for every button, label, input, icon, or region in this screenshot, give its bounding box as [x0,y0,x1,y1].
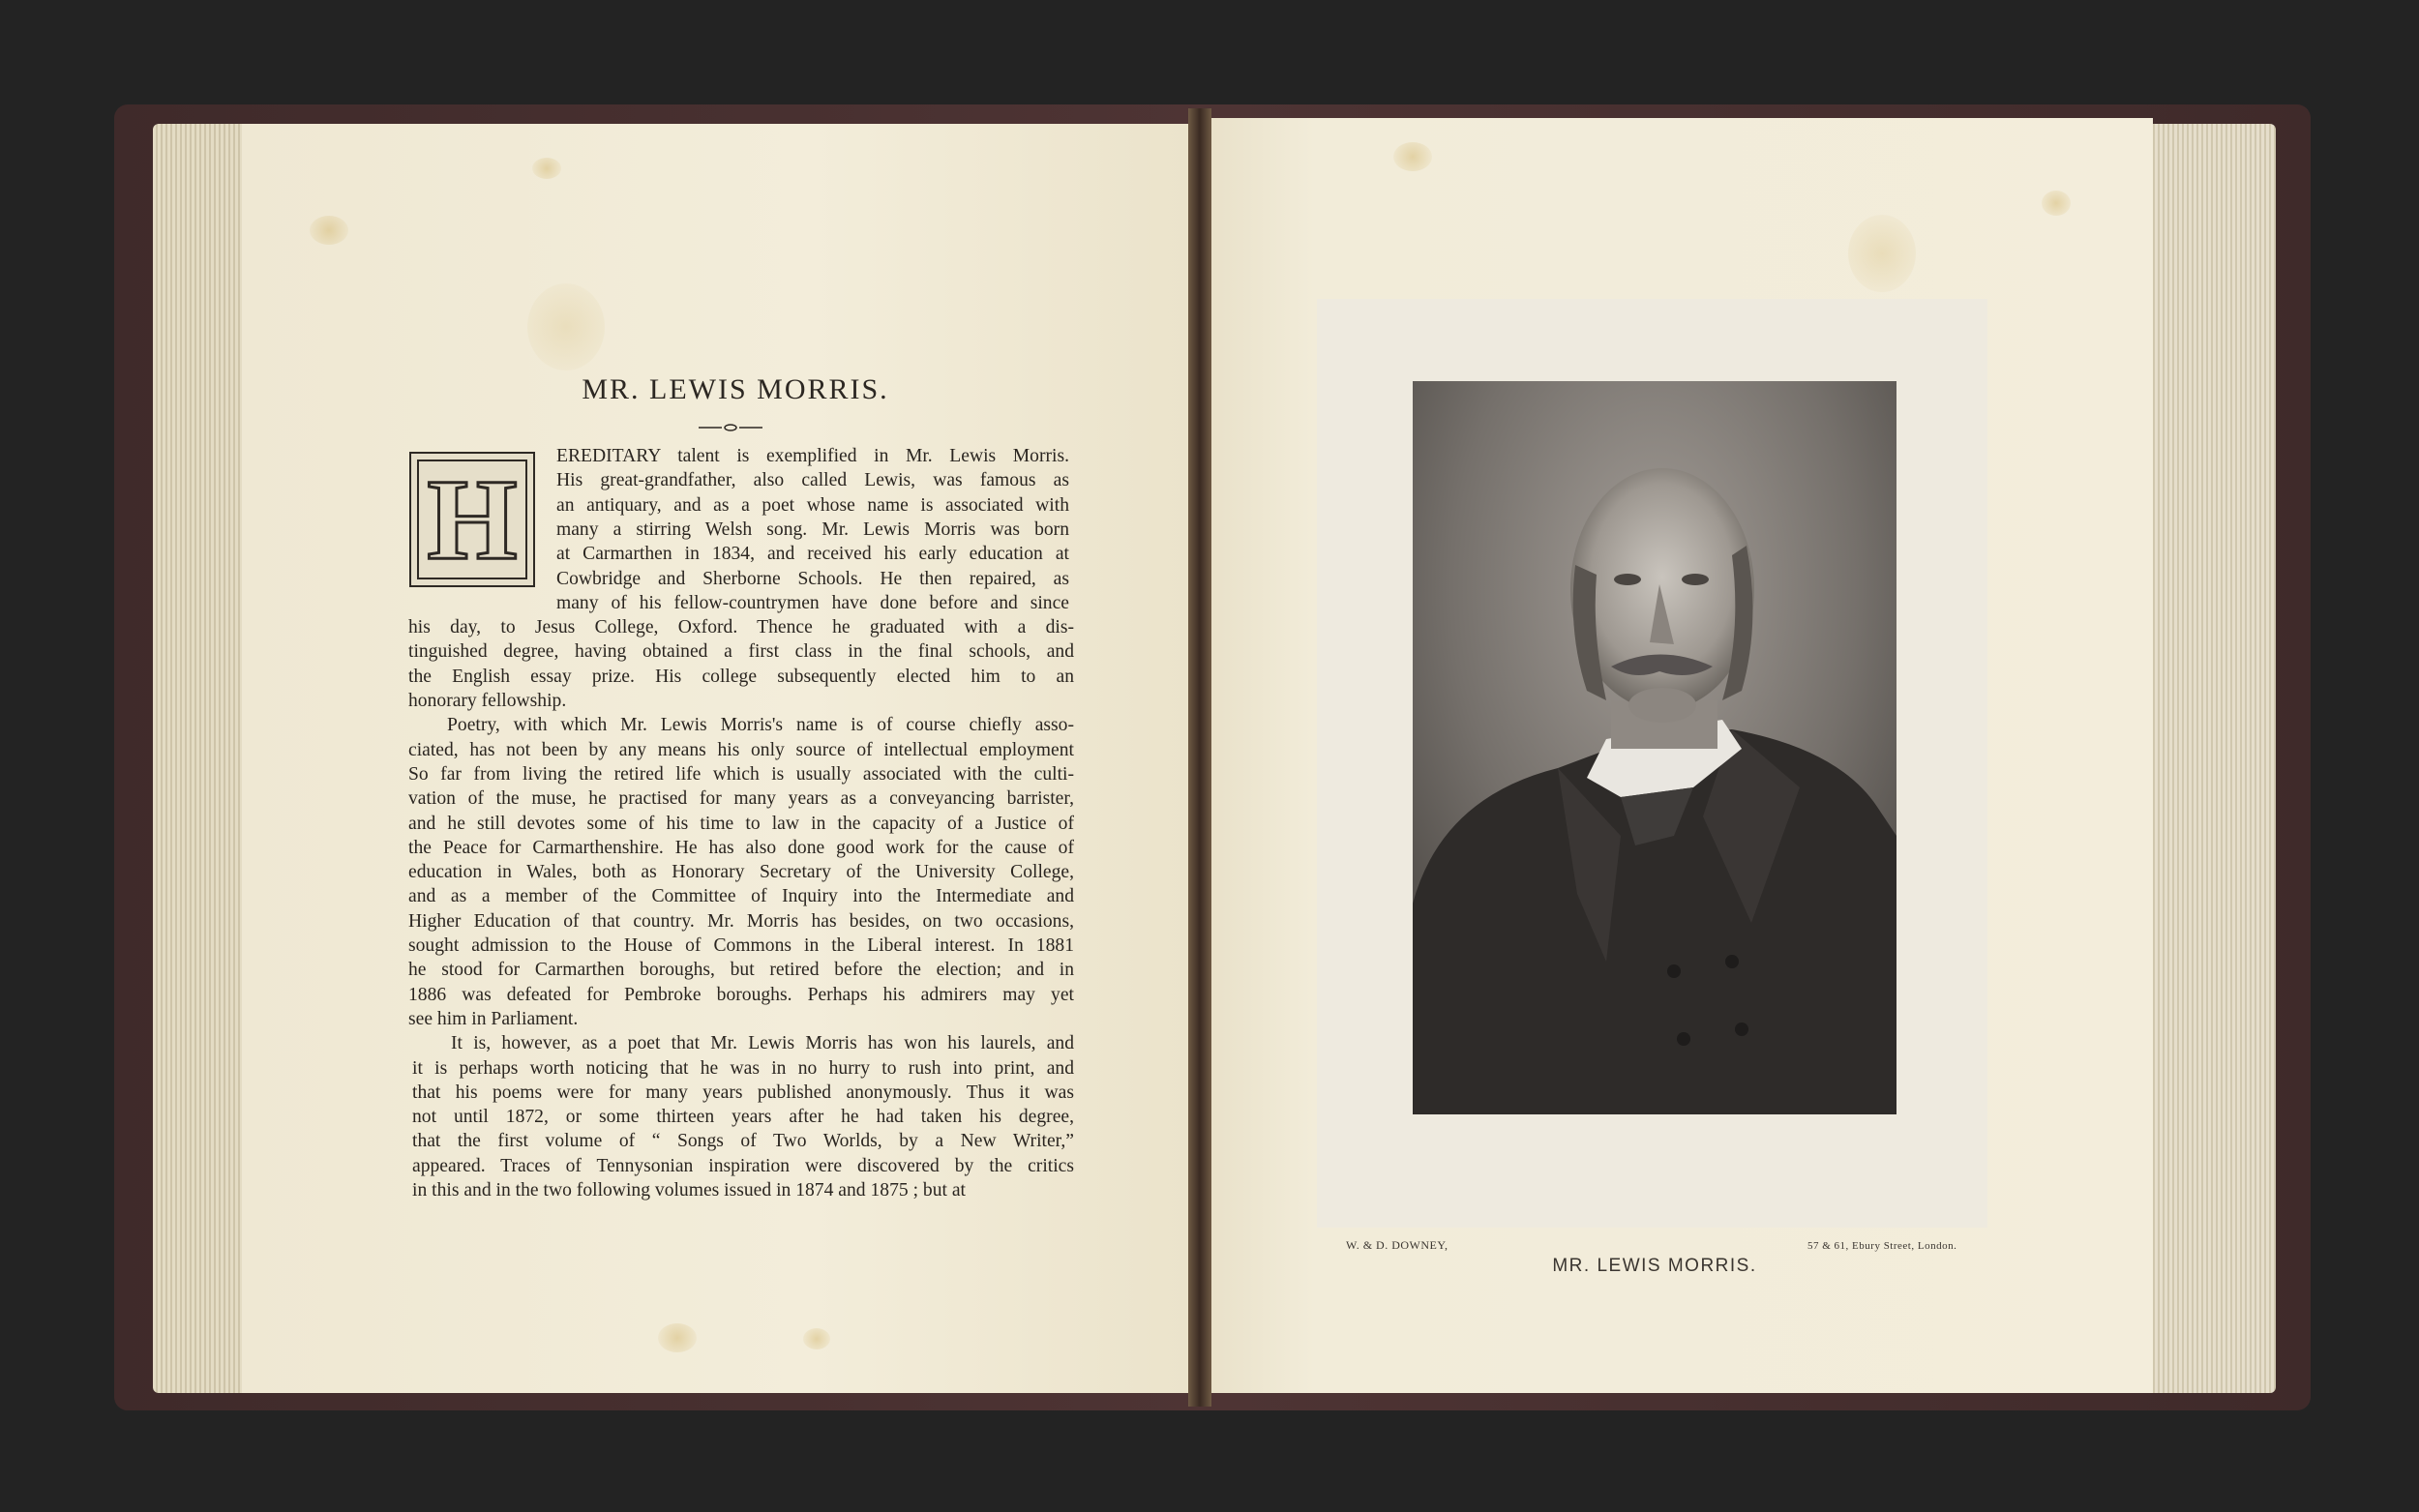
text-line: see him in Parliament. [408,1008,579,1029]
text-line: Poetry, with which Mr. Lewis Morris's name is of course chiefly asso- [447,715,1074,736]
text-line: and he still devotes some of his time to law in the capacity of a Justice of [408,813,1074,834]
text-line: an antiquary, and as a poet whose name is associated with [556,494,1069,516]
text-line: Cowbridge and Sherborne Schools. He then repaired, as [556,568,1069,589]
page-edges-right [2150,124,2276,1393]
text-line: It is, however, as a poet that Mr. Lewis Morris has won his laurels, and [451,1033,1074,1054]
dropcap-initial [409,452,535,587]
text-line: that his poems were for many years published anonymously. Thus it was [412,1082,1074,1103]
book-spine [1188,108,1211,1407]
text-line: EREDITARY talent is exemplified in Mr. Lewis Morris. [556,446,1069,466]
plate-title: MR. LEWIS MORRIS. [1552,1256,1757,1276]
text-line: Higher Education of that country. Mr. Morris has besides, on two occasions, [408,910,1074,932]
text-line: not until 1872, or some thirteen years after he had taken his degree, [412,1107,1074,1128]
article-title: MR. LEWIS MORRIS. [582,373,889,405]
text-line: honorary fellowship. [408,691,567,711]
text-line: his day, to Jesus College, Oxford. Thence he graduated with a dis- [408,617,1074,638]
dropcap-letter: H [427,455,518,583]
text-line: it is perhaps worth noticing that he was in no hurry to rush into print, and [412,1057,1074,1079]
text-line: the Peace for Carmarthenshire. He has also done good work for the cause of [408,837,1074,858]
portrait-photograph [1413,381,1896,1114]
text-line: the English essay prize. His college subsequently elected him to an [408,666,1074,687]
address-credit: 57 & 61, Ebury Street, London. [1807,1240,1957,1252]
text-line: that the first volume of “ Songs of Two Worlds, by a New Writer,” [412,1131,1074,1152]
page-edges-left [153,124,246,1393]
photographer-credit: W. & D. DOWNEY, [1346,1238,1448,1252]
text-line: sought admission to the House of Commons in the Liberal interest. In 1881 [408,935,1074,956]
text-line: 1886 was defeated for Pembroke boroughs. Perhaps his admirers may yet [408,984,1074,1005]
text-line: many of his fellow-countrymen have done before and since [556,592,1069,613]
text-line: So far from living the retired life which is usually associated with the culti- [408,763,1074,785]
text-line: appeared. Traces of Tennysonian inspiration were discovered by the critics [412,1155,1074,1176]
text-line: and as a member of the Committee of Inquiry into the Intermediate and [408,886,1074,907]
text-line: His great-grandfather, also called Lewis, was famous as [556,470,1069,491]
text-line: he stood for Carmarthen boroughs, but retired before the election; and in [408,960,1074,981]
text-line: education in Wales, both as Honorary Secretary of the University College, [408,862,1074,883]
title-ornament [699,423,762,432]
text-line: in this and in the two following volumes issued in 1874 and 1875 ; but at [412,1180,966,1201]
text-line: vation of the muse, he practised for many years as a conveyancing barrister, [408,788,1074,810]
text-line: tinguished degree, having obtained a first class in the final schools, and [408,641,1074,663]
text-line: at Carmarthen in 1834, and received his early education at [556,544,1069,565]
text-line: ciated, has not been by any means his only source of intellectual employment [408,739,1074,760]
text-line: many a stirring Welsh song. Mr. Lewis Morris was born [556,519,1069,540]
